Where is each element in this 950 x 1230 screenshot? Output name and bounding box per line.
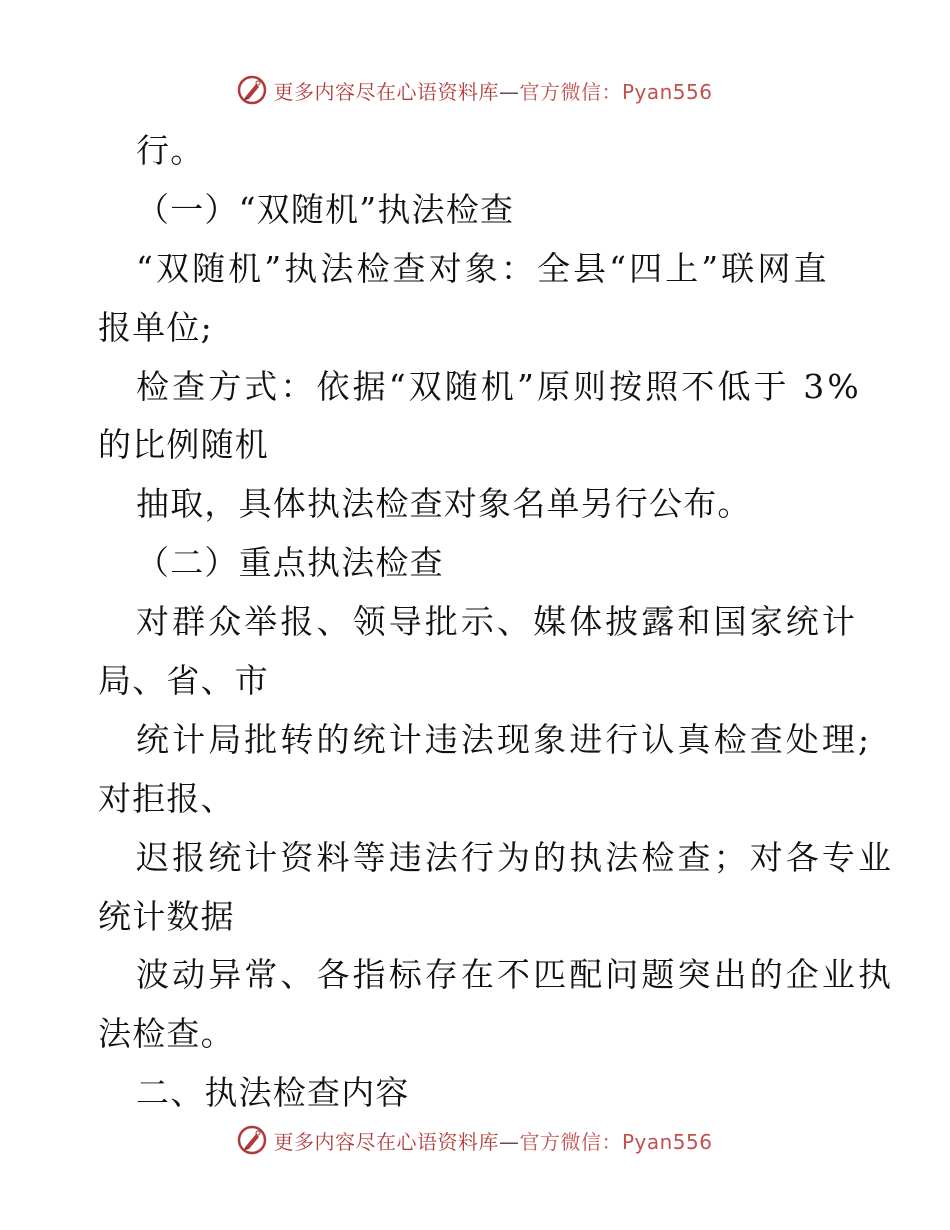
watermark-separator: — (498, 79, 520, 104)
text-line: 行。 (136, 131, 205, 170)
text-line: 波动异常、各指标存在不匹配问题突出的企业执 (136, 955, 895, 995)
footer-watermark (0, 1120, 950, 1160)
text-line: 对拒报、 (98, 778, 235, 818)
text-line: 抽取，具体执法检查对象名单另行公布。 (136, 484, 752, 524)
watermark-text (273, 1126, 712, 1155)
watermark-contact: 官方微信：Pyan556 (519, 79, 713, 104)
section-heading: （二）重点执法检查 (136, 543, 444, 583)
watermark-contact: 官方微信：Pyan556 (519, 1129, 713, 1154)
text-line: 统计局批转的统计违法现象进行认真检查处理; (136, 719, 873, 759)
section-heading: 二、执法检查内容 (136, 1073, 410, 1113)
pen-logo-icon (237, 1125, 267, 1155)
watermark-brand: 更多内容尽在心语资料库 (273, 1129, 499, 1154)
text-line: 局、省、市 (98, 661, 269, 701)
text-line: 检查方式：依据“双随机”原则按照不低于 3% (136, 366, 862, 406)
text-line: 迟报统计资料等违法行为的执法检查；对各专业 (136, 837, 895, 877)
watermark-brand: 更多内容尽在心语资料库 (273, 79, 499, 104)
header-watermark (0, 70, 950, 110)
text-line: 的比例随机 (98, 425, 269, 465)
watermark-text (273, 76, 712, 105)
document-body (98, 122, 895, 1123)
text-line: 法检查。 (98, 1014, 235, 1054)
text-line: 对群众举报、领导批示、媒体披露和国家统计 (136, 602, 858, 642)
text-line: 报单位; (98, 307, 213, 347)
pen-logo-icon (237, 75, 267, 105)
section-heading: （一）“双随机”执法检查 (136, 189, 515, 229)
text-line: 统计数据 (98, 896, 235, 936)
watermark-separator: — (498, 1129, 520, 1154)
text-line: “双随机”执法检查对象：全县“四上”联网直 (136, 248, 830, 288)
